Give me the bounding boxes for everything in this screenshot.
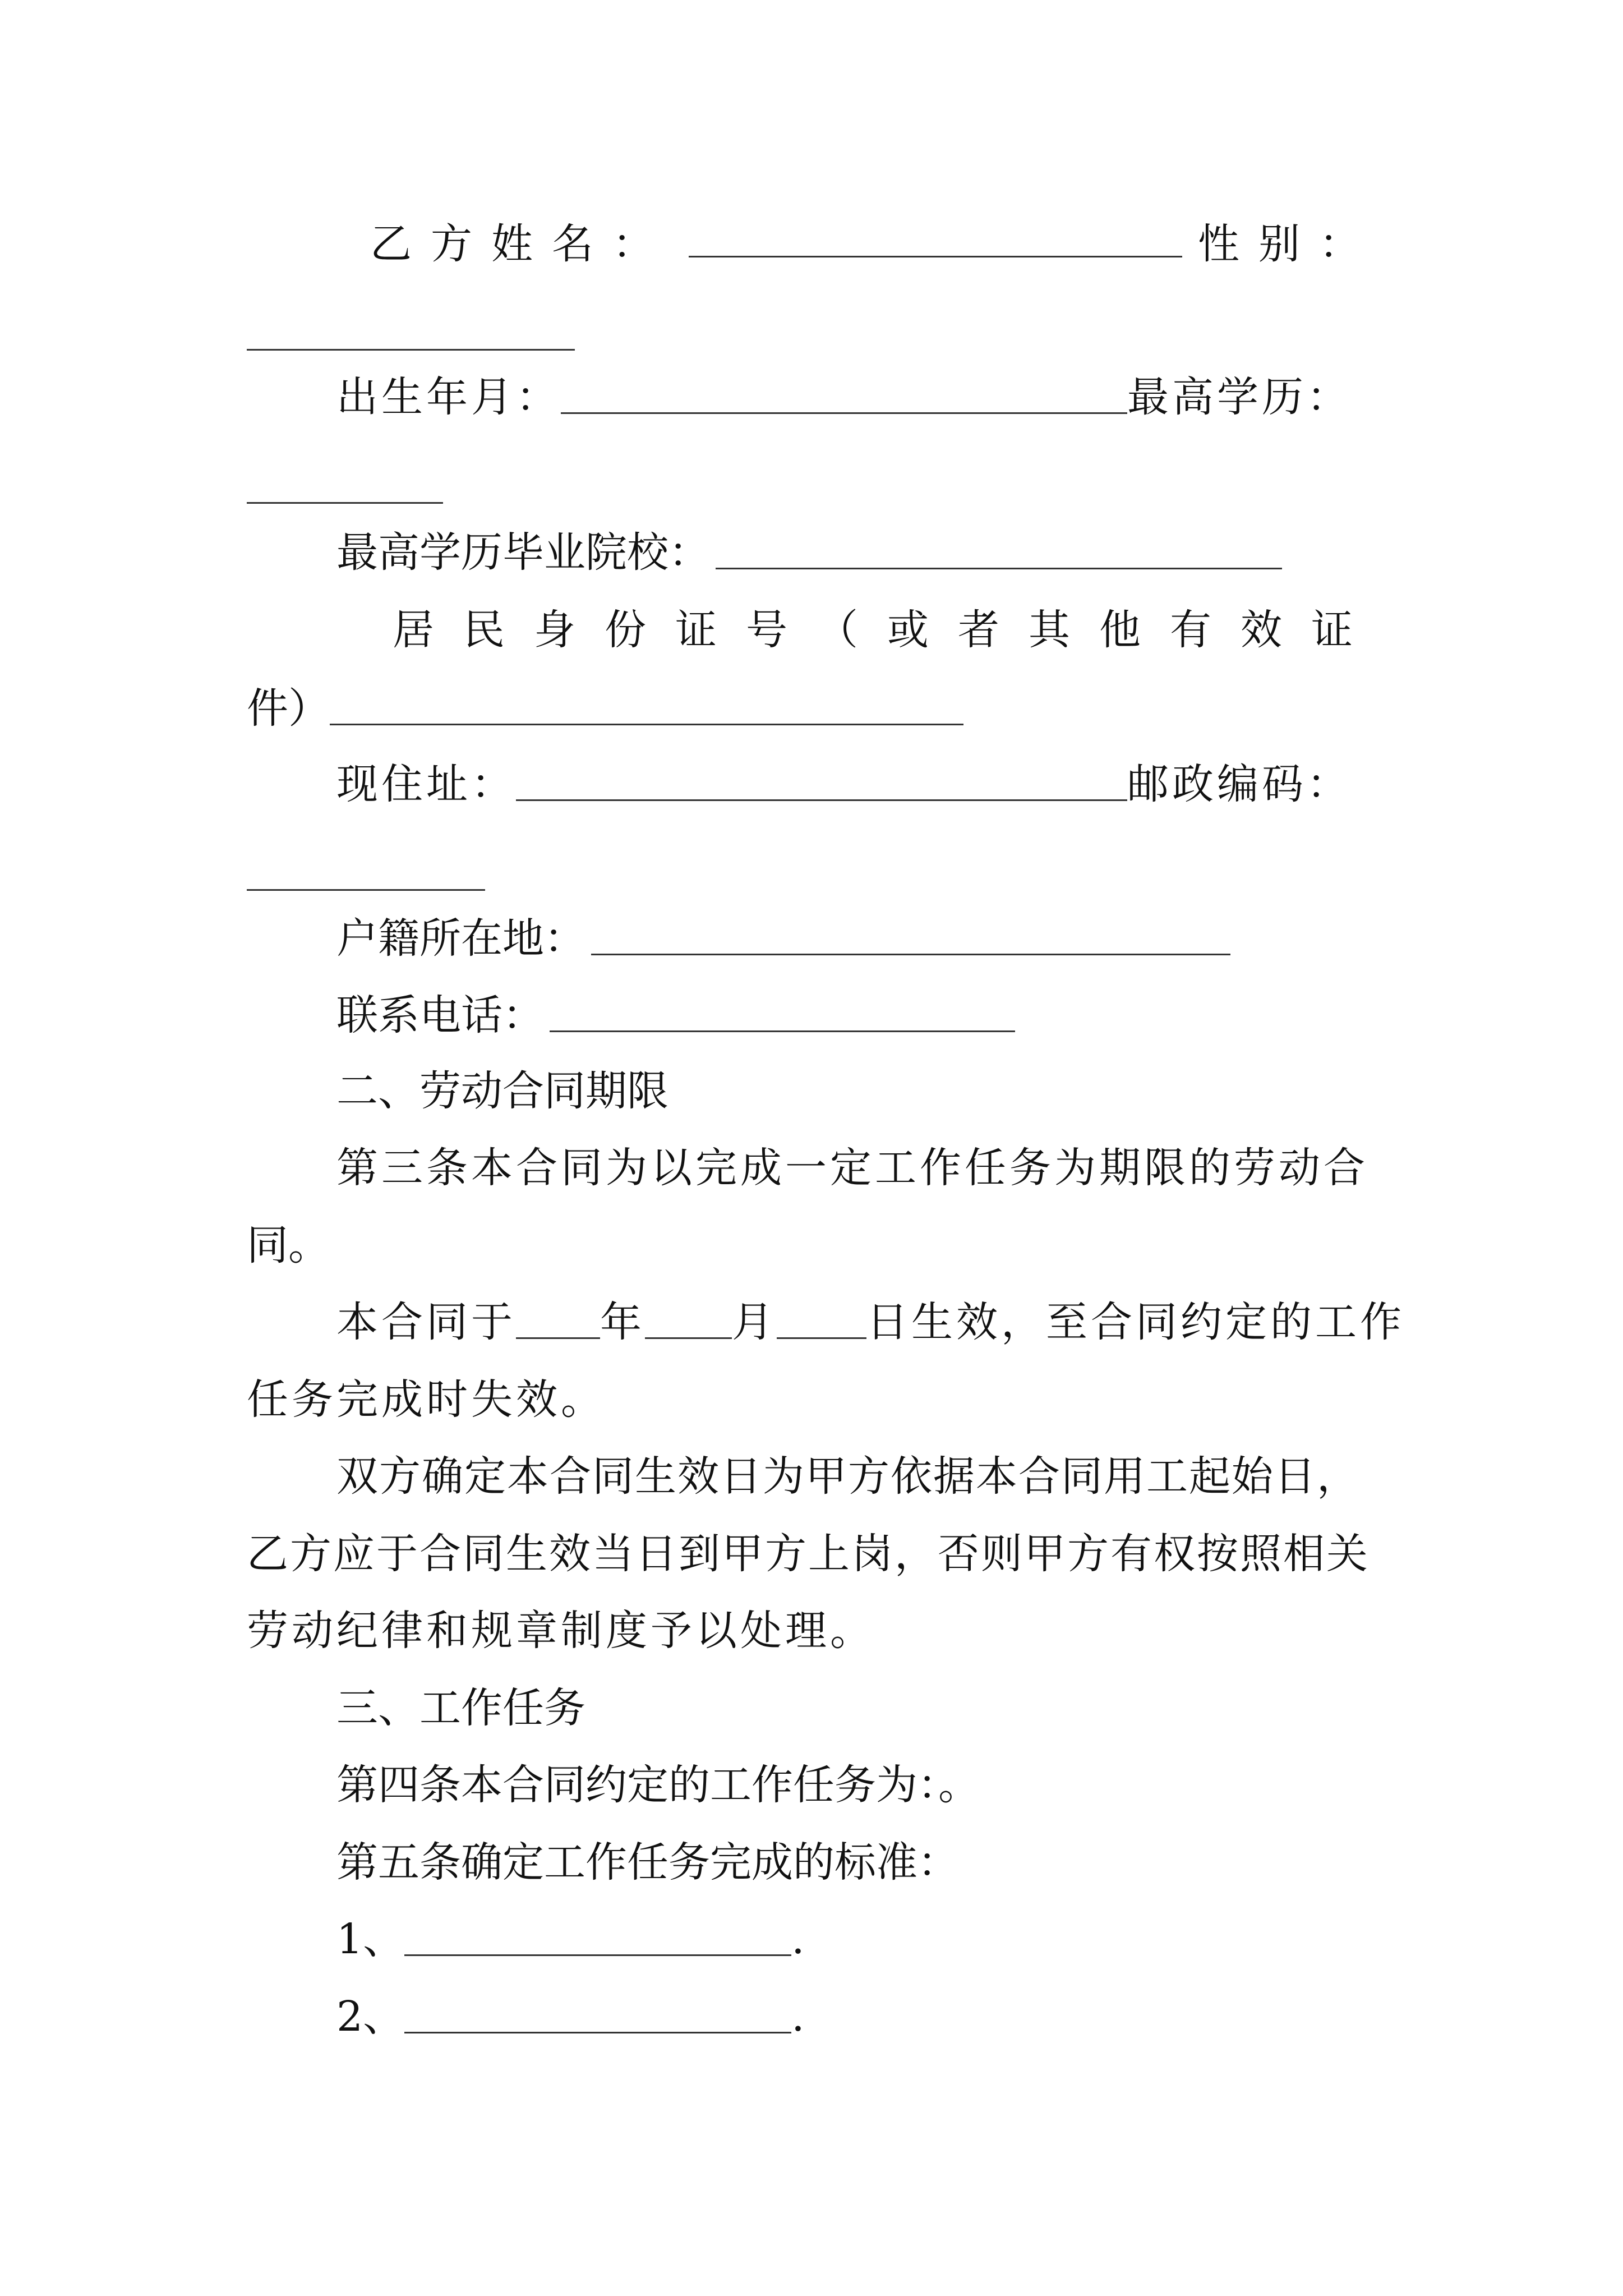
address-postcode-row xyxy=(336,751,1391,818)
postcode-field[interactable] xyxy=(247,889,485,891)
address-label: 现住址： xyxy=(336,760,516,808)
article3-line1: 第三条本合同为以完成一定工作任务为期限的劳动合 xyxy=(336,1144,1368,1192)
effective-year-field[interactable] xyxy=(516,1337,600,1339)
address-field[interactable] xyxy=(516,799,1127,801)
item2-label: 2、 xyxy=(336,1993,405,2041)
month-char: 月 xyxy=(732,1298,777,1346)
birth-field[interactable] xyxy=(561,412,1127,414)
phone-label: 联系电话： xyxy=(336,991,544,1039)
household-row xyxy=(336,905,1391,972)
section-term-heading: 二、劳动合同期限 xyxy=(336,1067,668,1115)
name-gender-row xyxy=(370,210,1380,278)
id-label-line1: 居民身份证号（或者其他有效证 xyxy=(393,606,1382,654)
school-label: 最高学历毕业院校： xyxy=(336,528,710,577)
school-row xyxy=(336,519,1391,586)
gender-label: 性别： xyxy=(1198,220,1380,268)
article4: 第四条本合同约定的工作任务为：。 xyxy=(336,1761,980,1809)
phone-field[interactable] xyxy=(550,1030,1015,1032)
item1-label: 1、 xyxy=(336,1915,405,1963)
standard-item-2 xyxy=(336,1983,1391,2050)
effective-date-row xyxy=(336,1289,1405,1356)
item1-field[interactable] xyxy=(404,1954,791,1956)
effective-day-field[interactable] xyxy=(777,1337,866,1339)
household-label: 户籍所在地： xyxy=(336,914,585,963)
confirm-line1: 双方确定本合同生效日为甲方依据本合同用工起始日， xyxy=(336,1452,1359,1501)
household-field[interactable] xyxy=(591,953,1230,955)
id-field-row xyxy=(247,675,1391,742)
item2-field[interactable] xyxy=(404,2031,791,2033)
school-field[interactable] xyxy=(716,567,1282,569)
education-field[interactable] xyxy=(247,501,443,504)
section-task-heading: 三、工作任务 xyxy=(336,1684,585,1732)
effective-line2: 任务完成时失效。 xyxy=(247,1375,606,1424)
education-label: 最高学历： xyxy=(1127,373,1352,421)
id-field[interactable] xyxy=(330,723,963,725)
article5: 第五条确定工作任务完成的标准： xyxy=(336,1838,959,1887)
year-char: 年 xyxy=(600,1298,645,1346)
standard-item-1 xyxy=(336,1906,1391,1973)
postcode-field-row xyxy=(247,840,1391,908)
gender-field[interactable] xyxy=(247,348,575,351)
id-label-row xyxy=(393,596,1391,664)
birth-education-row xyxy=(336,364,1391,431)
id-label-line2: 件） xyxy=(247,684,330,733)
postcode-label: 邮政编码： xyxy=(1127,760,1352,808)
confirm-line3: 劳动纪律和规章制度予以处理。 xyxy=(247,1607,875,1655)
phone-row xyxy=(336,982,1391,1049)
confirm-line2: 乙方应于合同生效当日到甲方上岗，否则甲方有权按照相关 xyxy=(247,1530,1370,1578)
birth-label: 出生年月： xyxy=(336,373,561,421)
article3-line2: 同。 xyxy=(247,1221,330,1269)
education-field-row xyxy=(247,453,1391,521)
effective-prefix: 本合同于 xyxy=(336,1298,516,1346)
gender-field-row xyxy=(247,300,1391,367)
effective-suffix: 日生效，至合同约定的工作 xyxy=(866,1298,1405,1346)
name-field[interactable] xyxy=(689,255,1182,257)
item1-end: . xyxy=(791,1915,805,1963)
item2-end: . xyxy=(791,1993,805,2041)
effective-month-field[interactable] xyxy=(645,1337,732,1339)
name-label: 乙方姓名： xyxy=(370,220,673,268)
